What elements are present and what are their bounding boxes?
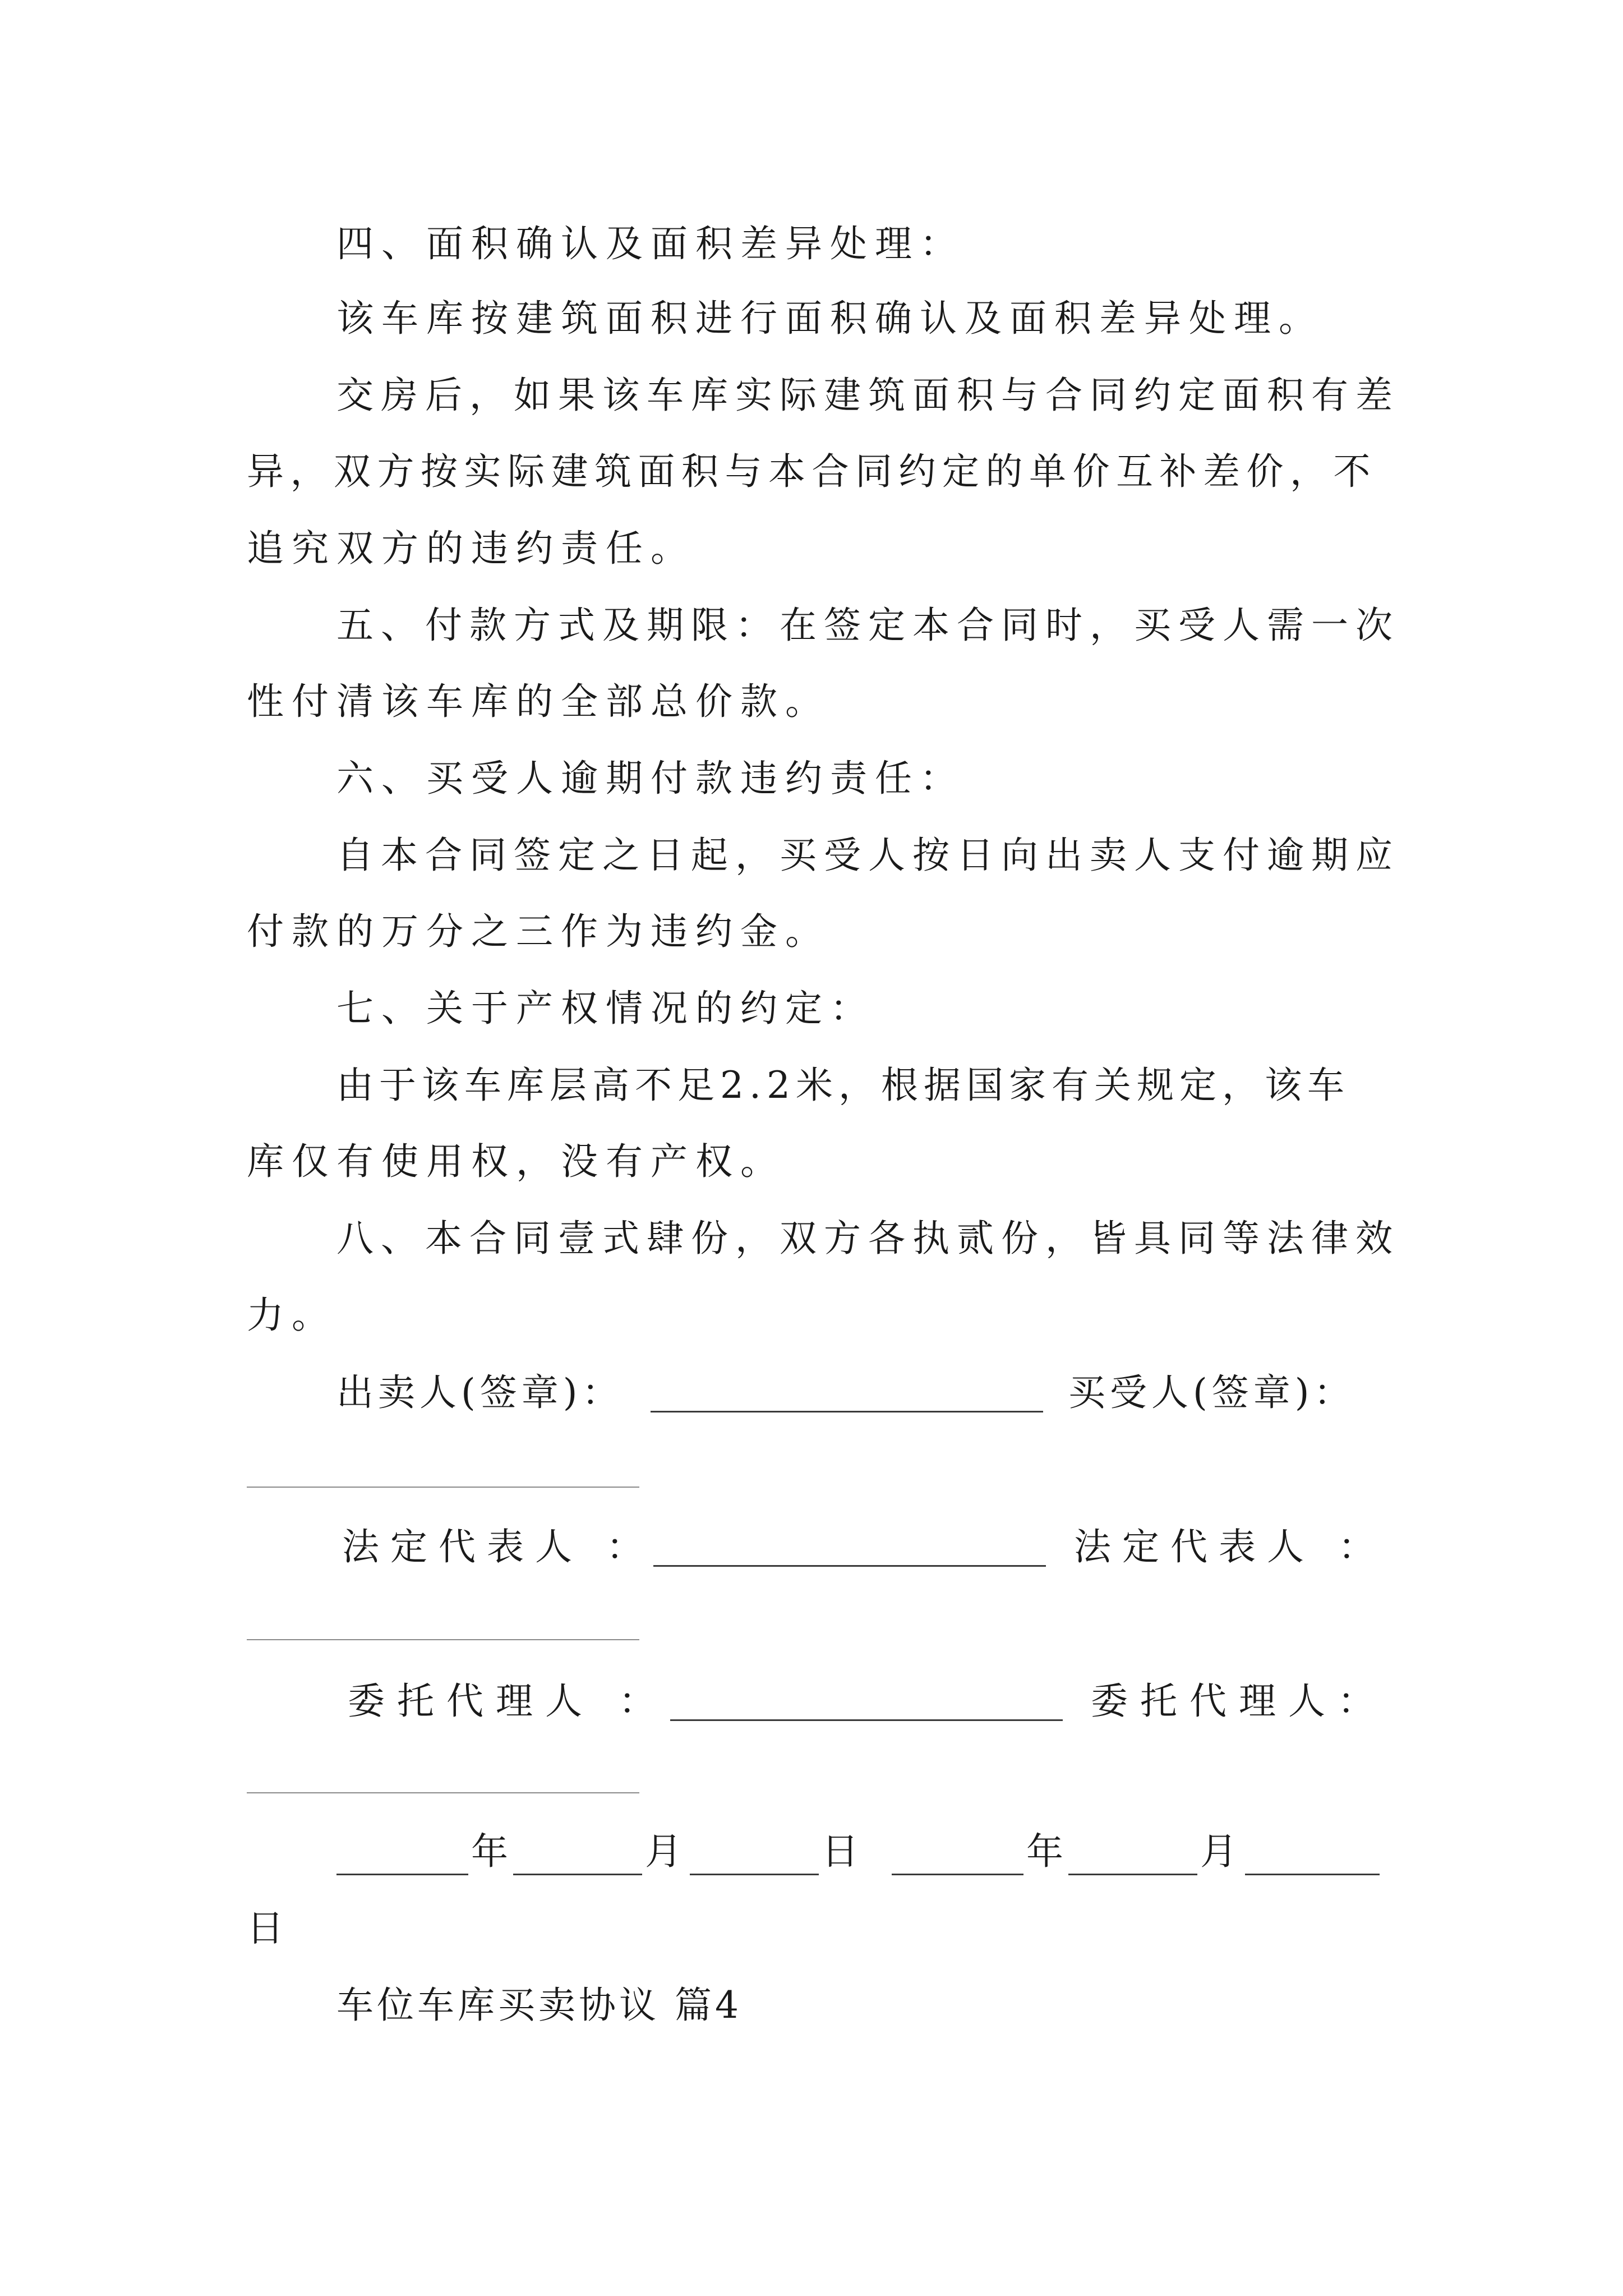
buyer-date-year: 年: [1026, 1830, 1071, 1873]
buyer-signature-line: [247, 1487, 639, 1488]
section-4-body-line: 交房后，如果该车库实际建筑面积与合同约定面积有差: [336, 374, 1400, 417]
buyer-date-day: 日: [247, 1907, 292, 1950]
seller-legal-rep-label: 法定代表人 ：: [342, 1525, 654, 1568]
section-7-body-line: 由于该车库层高不足2.2米，根据国家有关规定，该车: [336, 1064, 1350, 1107]
section-7-heading: 七、关于产权情况的约定：: [336, 987, 875, 1030]
section-4-body-line: 追究双方的违约责任。: [247, 527, 695, 570]
seller-date-day-blank: [690, 1874, 819, 1875]
section-8-line: 力。: [247, 1294, 336, 1337]
section-6-body-line: 自本合同签定之日起，买受人按日向出卖人支付逾期应: [336, 834, 1400, 877]
seller-date-year-blank: [336, 1874, 468, 1875]
buyer-date-day-blank: [1245, 1874, 1380, 1875]
seller-date-year: 年: [471, 1830, 516, 1873]
next-section-title: 车位车库买卖协议 篇4: [336, 1984, 742, 2027]
section-6-body-line: 付款的万分之三作为违约金。: [247, 910, 830, 953]
section-4-heading: 四、面积确认及面积差异处理：: [336, 222, 965, 265]
section-4-body-line: 异，双方按实际建筑面积与本合同约定的单价互补差价，不: [247, 450, 1377, 493]
section-4-body-line: 该车库按建筑面积进行面积确认及面积差异处理。: [336, 297, 1324, 340]
buyer-date-month-blank: [1068, 1874, 1197, 1875]
section-7-body-line: 库仅有使用权，没有产权。: [247, 1140, 785, 1183]
section-5-line: 五、付款方式及期限：在签定本合同时，买受人需一次: [336, 604, 1400, 647]
buyer-legal-rep-label: 法定代表人 ：: [1074, 1525, 1386, 1568]
seller-legal-rep-line: [653, 1565, 1046, 1567]
buyer-agent-label: 委托代理人：: [1091, 1680, 1387, 1723]
seller-agent-line: [670, 1719, 1063, 1721]
seller-date-day: 日: [822, 1830, 866, 1873]
seller-date-month-blank: [513, 1874, 642, 1875]
buyer-date-month: 月: [1200, 1830, 1245, 1873]
buyer-legal-rep-line: [247, 1639, 639, 1640]
section-6-heading: 六、买受人逾期付款违约责任：: [336, 757, 965, 800]
buyer-signature-label: 买受人(签章)：: [1068, 1371, 1355, 1414]
seller-signature-line: [651, 1411, 1043, 1412]
seller-agent-label: 委托代理人 ：: [348, 1680, 668, 1723]
section-8-line: 八、本合同壹式肆份，双方各执贰份，皆具同等法律效: [336, 1217, 1400, 1260]
seller-date-month: 月: [645, 1830, 690, 1873]
buyer-date-year-blank: [892, 1874, 1023, 1875]
seller-signature-label: 出卖人(签章)：: [336, 1371, 624, 1414]
buyer-agent-line: [247, 1792, 639, 1793]
section-5-line: 性付清该车库的全部总价款。: [247, 680, 830, 723]
